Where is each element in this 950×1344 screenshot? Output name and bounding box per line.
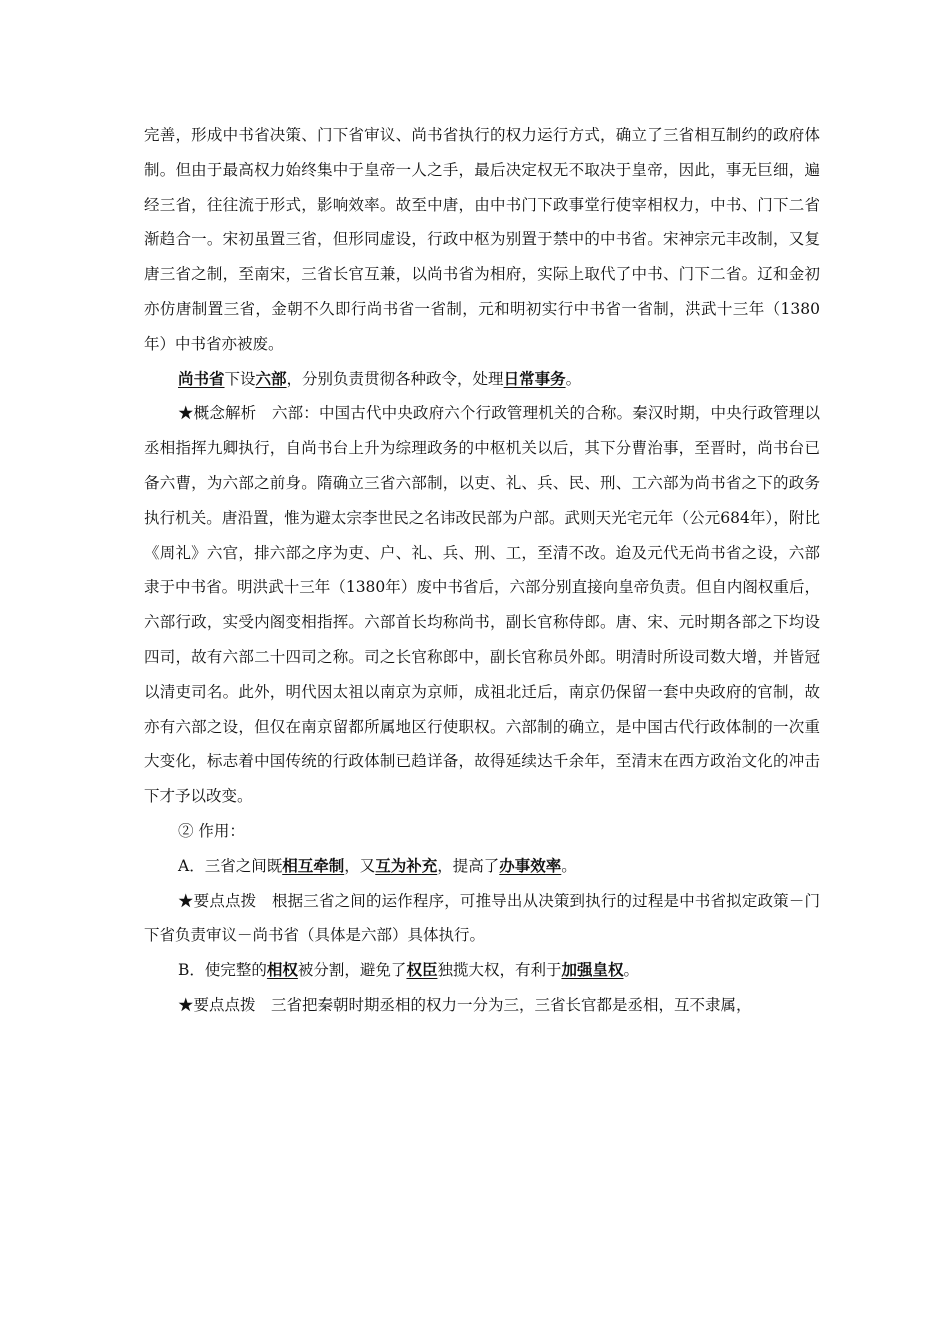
- body-text: A．三省之间既: [178, 856, 283, 875]
- keyword-underlined: 权臣: [406, 960, 438, 980]
- body-text: ，提高了: [437, 856, 500, 875]
- body-text: 完善，形成中书省决策、门下省审议、尚书省执行的权力运行方式，确立了三省相互制约的政府体制。但由于最高权力始终集中于皇帝一人之手，最后决定权无不取决于皇帝，因此，事无巨细，遍经三省，往往流于形式，影响效率。故至中唐，由中书门下政事堂行使宰相权力，中书、门下二省渐趋合一。宋初虽置三省，但形同虚设，行政中枢为别置于禁中的中书省。宋神宗元丰改制，又复唐三省之制，至南宋，三省长官互兼，以尚书省为相府，实际上取代了中书、门下二省。辽和金初亦仿唐制置三省，金朝不久即行尚书省一省制，元和明初实行中书省一省制，洪武十三年（1380年）中书省亦被废。: [144, 126, 820, 353]
- keyword-underlined: 尚书省: [178, 368, 225, 388]
- body-text: 。: [565, 369, 582, 388]
- paragraph: [144, 814, 820, 849]
- body-text: ★要点点拨 根据三省之间的运作程序，可推导出从决策到执行的过程是中书省拟定政策－门下省负责审议－尚书省（具体是六部）具体执行。: [144, 891, 820, 945]
- paragraph: [144, 884, 820, 954]
- keyword-underlined: 相互牵制: [282, 855, 345, 875]
- body-text: ② 作用：: [178, 821, 245, 840]
- body-text: 下设: [224, 369, 256, 388]
- paragraph: [144, 118, 820, 362]
- keyword-underlined: 互为补充: [375, 855, 438, 875]
- body-text: B．使完整的: [178, 961, 267, 980]
- document-page: [144, 118, 820, 1023]
- paragraph: [144, 988, 820, 1023]
- keyword-underlined: 相权: [266, 960, 298, 980]
- body-text: 。: [623, 961, 639, 980]
- body-text: 被分割，避免了: [297, 961, 407, 980]
- body-text: ，分别负责贯彻各种政令，处理: [286, 369, 504, 388]
- body-text: 。: [561, 856, 577, 875]
- body-text: ★要点点拨 三省把秦朝时期丞相的权力一分为三，三省长官都是丞相，互不隶属，: [178, 995, 752, 1014]
- paragraph: [144, 396, 820, 814]
- paragraph: [144, 953, 820, 988]
- body-text: ，又: [344, 856, 376, 875]
- keyword-underlined: 加强皇权: [561, 960, 624, 980]
- paragraph: [144, 362, 820, 397]
- keyword-underlined: 六部: [255, 368, 287, 388]
- paragraph: [144, 849, 820, 884]
- keyword-underlined: 办事效率: [499, 855, 562, 875]
- body-text: ★概念解析 六部：中国古代中央政府六个行政管理机关的合称。秦汉时期，中央行政管理以丞相指挥九卿执行，自尚书台上升为综理政务的中枢机关以后，其下分曹治事，至晋时，尚书台已备六曹，为六部之前身。隋确立三省六部制，以吏、礼、兵、民、刑、工六部为尚书省之下的政务执行机关。唐沿置，惟为避太宗李世民之名讳改民部为户部。武则天光宅元年（公元684年），附比《周礼》六官，排六部之序为吏、户、礼、兵、刑、工，至清不改。迨及元代无尚书省之设，六部隶于中书省。明洪武十三年（1380年）废中书省后，六部分别直接向皇帝负责。但自内阁权重后，六部行政，实受内阁变相指挥。六部首长均称尚书，副长官称侍郎。唐、宋、元时期各部之下均设四司，故有六部二十四司之称。司之长官称郎中，副长官称员外郎。明清时所设司数大增，并皆冠以清吏司名。此外，明代因太祖以南京为京师，成祖北迁后，南京仍保留一套中央政府的官制，故亦有六部之设，但仅在南京留都所属地区行使职权。六部制的确立，是中国古代行政体制的一次重大变化，标志着中国传统的行政体制已趋详备，故得延续达千余年，至清末在西方政治文化的冲击下才予以改变。: [144, 404, 820, 806]
- body-text: 独揽大权，有利于: [437, 961, 562, 980]
- keyword-underlined: 日常事务: [503, 368, 566, 388]
